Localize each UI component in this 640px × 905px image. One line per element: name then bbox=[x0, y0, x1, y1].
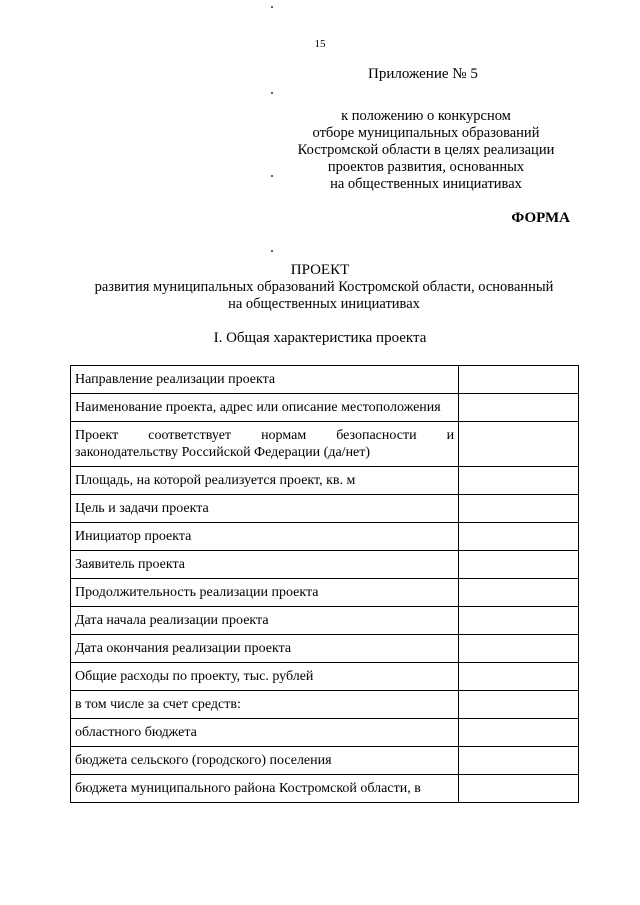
table-row bbox=[71, 467, 579, 495]
row-label: бюджета сельского (городского) поселения bbox=[71, 747, 459, 775]
row-value-cell[interactable] bbox=[459, 366, 579, 394]
table-row bbox=[71, 394, 579, 422]
table-row bbox=[71, 495, 579, 523]
row-value-cell[interactable] bbox=[459, 551, 579, 579]
project-subtitle-line: развития муниципальных образований Костромской области, основанный bbox=[94, 279, 554, 295]
row-value-cell[interactable] bbox=[459, 607, 579, 635]
scan-dot bbox=[271, 92, 273, 94]
row-value-cell[interactable] bbox=[459, 691, 579, 719]
row-value-cell[interactable] bbox=[459, 422, 579, 467]
row-label: Дата начала реализации проекта bbox=[71, 607, 459, 635]
form-label: ФОРМА bbox=[511, 210, 570, 226]
table-row bbox=[71, 663, 579, 691]
table-row bbox=[71, 366, 579, 394]
row-label: областного бюджета bbox=[71, 719, 459, 747]
appendix-description bbox=[280, 108, 572, 193]
row-value-cell[interactable] bbox=[459, 775, 579, 803]
row-value-cell[interactable] bbox=[459, 747, 579, 775]
row-label: Инициатор проекта bbox=[71, 523, 459, 551]
scan-dot bbox=[271, 175, 273, 177]
row-value-cell[interactable] bbox=[459, 523, 579, 551]
table-row bbox=[71, 422, 579, 467]
appendix-title: Приложение № 5 bbox=[368, 66, 478, 82]
row-label: Цель и задачи проекта bbox=[71, 495, 459, 523]
row-label: Дата окончания реализации проекта bbox=[71, 635, 459, 663]
row-value-cell[interactable] bbox=[459, 579, 579, 607]
table-row bbox=[71, 607, 579, 635]
table-row bbox=[71, 551, 579, 579]
project-subtitle bbox=[74, 279, 574, 313]
row-label: Проект соответствует нормам безопасности и законодательству Российской Федерации (да/нет) bbox=[71, 422, 459, 467]
table-row bbox=[71, 775, 579, 803]
row-label: Общие расходы по проекту, тыс. рублей bbox=[71, 663, 459, 691]
row-label: Заявитель проекта bbox=[71, 551, 459, 579]
row-label: бюджета муниципального района Костромской области, в bbox=[71, 775, 459, 803]
row-value-cell[interactable] bbox=[459, 719, 579, 747]
row-label: Наименование проекта, адрес или описание местоположения bbox=[71, 394, 459, 422]
row-label: Направление реализации проекта bbox=[71, 366, 459, 394]
scan-dot bbox=[271, 250, 273, 252]
row-value-cell[interactable] bbox=[459, 663, 579, 691]
project-characteristics-table bbox=[70, 365, 579, 803]
row-value-cell[interactable] bbox=[459, 495, 579, 523]
appendix-description-line: к положению о конкурсном bbox=[341, 108, 511, 124]
table-row bbox=[71, 719, 579, 747]
table-row bbox=[71, 747, 579, 775]
appendix-description-line: на общественных инициативах bbox=[330, 176, 522, 192]
page-number: 15 bbox=[314, 38, 326, 50]
row-value-cell[interactable] bbox=[459, 635, 579, 663]
row-label: в том числе за счет средств: bbox=[71, 691, 459, 719]
section-title: I. Общая характеристика проекта bbox=[213, 330, 427, 346]
scan-dot bbox=[271, 6, 273, 8]
row-label: Площадь, на которой реализуется проект, кв. м bbox=[71, 467, 459, 495]
appendix-description-line: отборе муниципальных образований bbox=[312, 125, 540, 141]
table-row bbox=[71, 691, 579, 719]
project-subtitle-line: на общественных инициативах bbox=[228, 296, 420, 312]
row-value-cell[interactable] bbox=[459, 394, 579, 422]
appendix-description-line: проектов развития, основанных bbox=[327, 159, 525, 175]
table-row bbox=[71, 523, 579, 551]
row-value-cell[interactable] bbox=[459, 467, 579, 495]
table-row bbox=[71, 579, 579, 607]
table-row bbox=[71, 635, 579, 663]
row-label: Продолжительность реализации проекта bbox=[71, 579, 459, 607]
appendix-description-line: Костромской области в целях реализации bbox=[297, 142, 555, 158]
project-heading: ПРОЕКТ bbox=[290, 262, 350, 278]
